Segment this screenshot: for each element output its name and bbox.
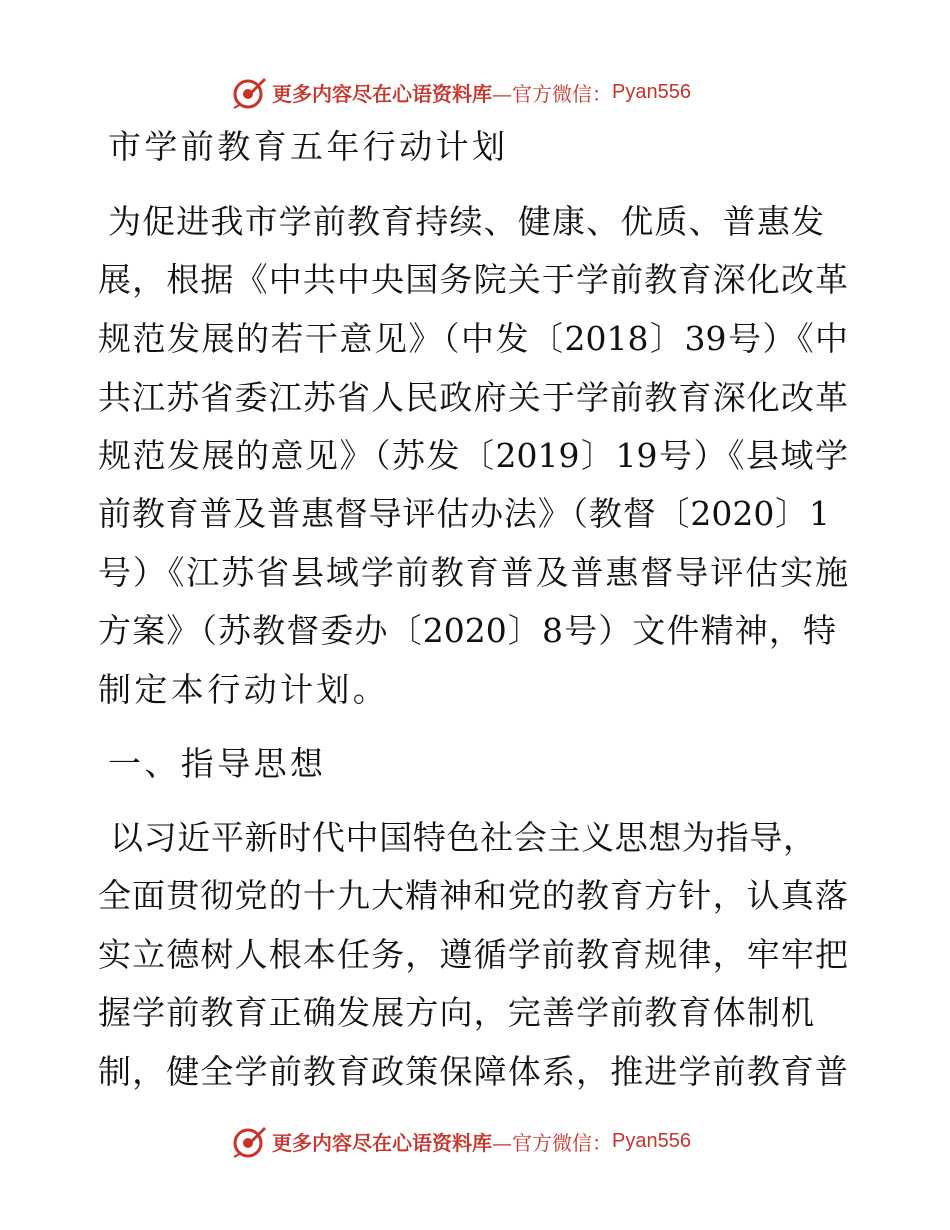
intro-line-2: 展，根据《中共中央国务院关于学前教育深化改革 [98, 260, 848, 299]
document-title: 市学前教育五年行动计划 [108, 127, 509, 166]
watermark-header [232, 72, 691, 112]
section1-line-5: 制，健全学前教育政策保障体系，推进学前教育普 [98, 1052, 848, 1091]
section1-line-4: 握学前教育正确发展方向，完善学前教育体制机 [98, 993, 814, 1032]
watermark-wechat-id: Pyan556 [612, 1129, 691, 1152]
watermark-brand: 更多内容尽在心语资料库 [272, 1130, 492, 1155]
section1-line-2: 全面贯彻党的十九大精神和党的教育方针，认真落 [98, 876, 848, 915]
watermark-brand: 更多内容尽在心语资料库 [272, 81, 492, 106]
watermark-wechat-id: Pyan556 [612, 80, 691, 103]
section-heading-guiding-ideology: 一、指导思想 [108, 744, 327, 783]
intro-line-8: 方案》（苏教督委办〔2020〕8号）文件精神，特 [98, 611, 836, 650]
intro-line-6: 前教育普及普惠督导评估办法》（教督〔2020〕1 [98, 494, 830, 533]
watermark-tagline: —官方微信： [492, 1130, 612, 1155]
intro-line-9: 制定本行动计划。 [98, 670, 390, 709]
intro-line-5: 规范发展的意见》（苏发〔2019〕19号）《县域学 [98, 436, 848, 475]
section1-line-1: 以习近平新时代中国特色社会主义思想为指导， [110, 818, 816, 857]
intro-line-4: 共江苏省委江苏省人民政府关于学前教育深化改革 [98, 378, 848, 417]
intro-line-3: 规范发展的若干意见》（中发〔2018〕39号）《中 [98, 319, 848, 358]
intro-line-7: 号）《江苏省县域学前教育普及普惠督导评估实施 [98, 553, 848, 592]
intro-line-1: 为促进我市学前教育持续、健康、优质、普惠发 [108, 202, 824, 241]
section1-line-3: 实立德树人根本任务，遵循学前教育规律，牢牢把 [98, 935, 848, 974]
pen-logo-icon [232, 1123, 268, 1159]
watermark-tagline: —官方微信： [492, 81, 612, 106]
watermark-footer [232, 1121, 691, 1161]
pen-logo-icon [232, 74, 268, 110]
